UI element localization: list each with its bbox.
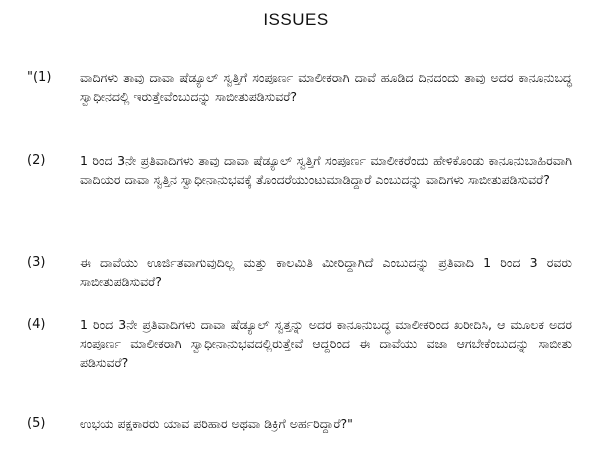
issue-text: ಈ ದಾವೆಯು ಊರ್ಜಿತವಾಗುವುದಿಲ್ಲ ಮತ್ತು ಕಾಲಮಿತಿ ಮೀರಿದ್ದಾಗಿದೆ ಎಂಬುದನ್ನು ಪ್ರತಿವಾದಿ 1 ರಿಂದ 3 ರವರು ಸಾಬೀತುಪಡಿಸುವರೆ? (80, 255, 572, 289)
issue-number: "(1) (27, 70, 52, 85)
page-title: ISSUES (263, 10, 329, 29)
issue-text: ವಾದಿಗಳು ತಾವು ದಾವಾ ಷೆಡ್ಯೂಲ್ ಸ್ವತ್ತಿಗೆ ಸಂಪೂರ್ಣ ಮಾಲೀಕರಾಗಿ ದಾವೆ ಹೂಡಿದ ದಿನದಂದು ತಾವು ಅದರ ಕಾನೂನುಬದ್ಧ ಸ್ವಾಧೀನದಲ್ಲಿ ಇರುತ್ತೇವೆಂಬುದನ್ನು ಸಾಬೀತುಪಡಿಸುವರೆ? (80, 70, 572, 104)
issue-number: (3) (27, 255, 46, 270)
issue-number: (5) (27, 416, 46, 431)
issue-number: (4) (27, 317, 46, 332)
issue-number: (2) (27, 153, 46, 168)
issue-text: 1 ರಿಂದ 3ನೇ ಪ್ರತಿವಾದಿಗಳು ತಾವು ದಾವಾ ಷೆಡ್ಯೂಲ್ ಸ್ವತ್ತಿಗೆ ಸಂಪೂರ್ಣ ಮಾಲೀಕರೆಂದು ಹೇಳಿಕೊಂಡು ಕಾನೂನುಬಾಹಿರವಾಗಿ ವಾದಿಯರ ದಾವಾ ಸ್ವತ್ತಿನ ಸ್ವಾಧೀನಾನುಭವಕ್ಕೆ ತೊಂದರೆಯುಂಟುಮಾಡಿದ್ದಾರೆ ಎಂಬುದನ್ನು ವಾದಿಗಳು ಸಾಬೀತುಪಡಿಸುವರೆ? (80, 153, 572, 187)
issue-text: ಉಭಯ ಪಕ್ಷಕಾರರು ಯಾವ ಪರಿಹಾರ ಅಥವಾ ಡಿಕ್ರಿಗೆ ಅರ್ಹರಿದ್ದಾರೆ?" (80, 416, 353, 431)
issue-text: 1 ರಿಂದ 3ನೇ ಪ್ರತಿವಾದಿಗಳು ದಾವಾ ಷೆಡ್ಯೂಲ್ ಸ್ವತ್ತನ್ನು ಅದರ ಕಾನೂನುಬದ್ಧ ಮಾಲೀಕರಿಂದ ಖರೀದಿಸಿ, ಆ ಮೂಲಕ ಅದರ ಸಂಪೂರ್ಣ ಮಾಲೀಕರಾಗಿ ಸ್ವಾಧೀನಾನುಭವದಲ್ಲಿರುತ್ತೇವೆ ಆದ್ದರಿಂದ ಈ ದಾವೆಯು ವಜಾ ಆಗಬೇಕೆಂಬುದನ್ನು ಸಾಬೀತು ಪಡಿಸುವರೆ? (80, 317, 572, 370)
